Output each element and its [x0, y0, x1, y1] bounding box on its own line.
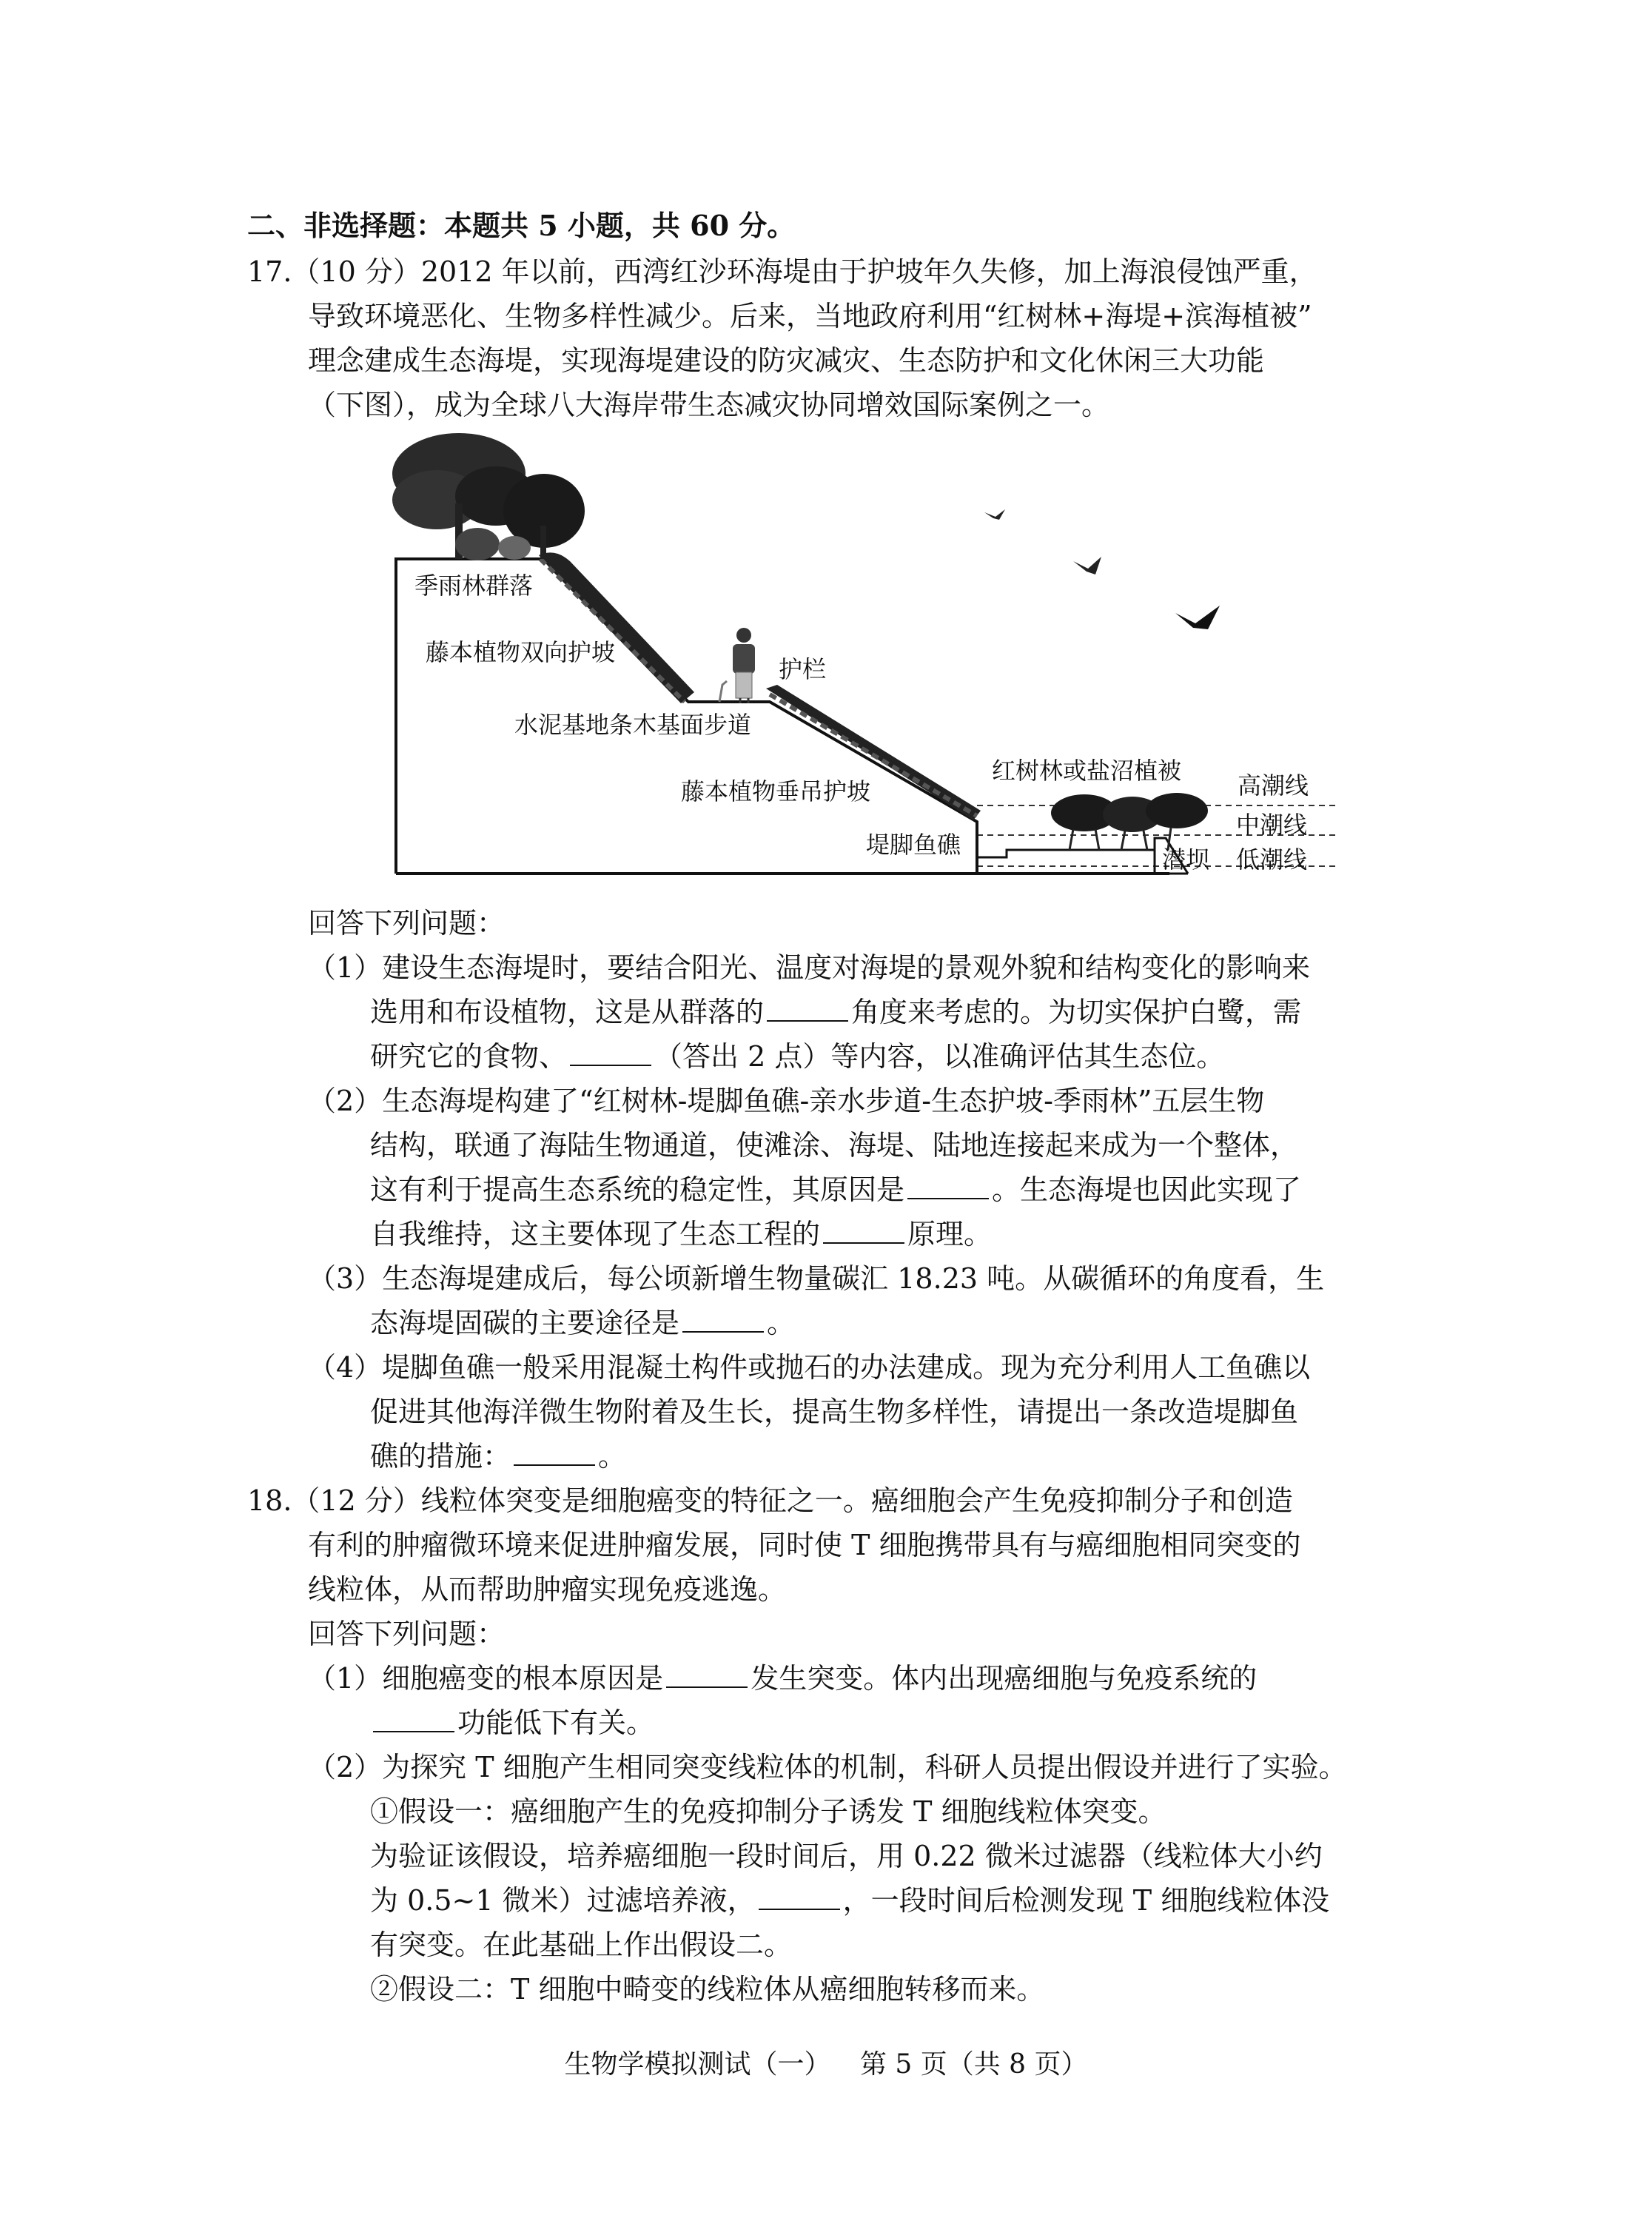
upper-vine-slope [539, 552, 694, 703]
q18-answer-prompt: 回答下列问题： [308, 1618, 506, 1650]
label-vine-two-way-slope: 藤本植物双向护坡 [426, 638, 616, 666]
label-guardrail: 护栏 [779, 655, 827, 683]
q17-p4-line-1: （4）堤脚鱼礁一般采用混凝土构件或抛石的办法建成。现为充分利用人工鱼礁以 [308, 1351, 1311, 1384]
q18-p2-line-1: （2）为探究 T 细胞产生相同突变线粒体的机制，科研人员提出假设并进行了实验。 [308, 1751, 1347, 1783]
bird-icons [984, 509, 1220, 629]
q18-p2-hypothesis-1: ①假设一：癌细胞产生的免疫抑制分子诱发 T 细胞线粒体突变。 [370, 1795, 1166, 1828]
answer-blank[interactable] [767, 995, 848, 1022]
q17-p3-line-1: （3）生态海堤建成后，每公顷新增生物量碳汇 18.23 吨。从碳循环的角度看，生 [308, 1262, 1325, 1295]
q17-p2-line-2: 结构，联通了海陆生物通道，使滩涂、海堤、陆地连接起来成为一个整体， [370, 1129, 1299, 1162]
answer-blank[interactable] [570, 1039, 651, 1066]
q18-p2-line-4: 为 0.5~1 微米）过滤培养液， ，一段时间后检测发现 T 细胞线粒体没 [370, 1884, 1330, 1917]
label-monsoon-forest: 季雨林群落 [414, 572, 534, 600]
label-walkway: 水泥基地条木基面步道 [514, 711, 752, 739]
q17-line-1: 17.（10 分）2012 年以前，西湾红沙环海堤由于护坡年久失修，加上海浪侵蚀严重， [247, 255, 1317, 288]
heron-icon [719, 681, 727, 702]
page-footer [0, 2043, 1652, 2081]
q17-p4-line-3: 礁的措施： 。 [370, 1440, 627, 1473]
q18-line-1: 18.（12 分）线粒体突变是细胞癌变的特征之一。癌细胞会产生免疫抑制分子和创造 [247, 1484, 1293, 1517]
q17-p4-line-2: 促进其他海洋微生物附着及生长，提高生物多样性，请提出一条改造堤脚鱼 [370, 1396, 1299, 1428]
q17-p1-line-1: （1）建设生态海堤时，要结合阳光、温度对海堤的景观外貌和结构变化的影响来 [308, 951, 1311, 984]
answer-blank[interactable] [514, 1439, 595, 1466]
q18-p2-hypothesis-2: ②假设二：T 细胞中畸变的线粒体从癌细胞转移而来。 [370, 1973, 1045, 2006]
section-title: 二、非选择题：本题共 5 小题，共 60 分。 [247, 209, 796, 242]
q17-line-4: （下图），成为全球八大海岸带生态减灾协同增效国际案例之一。 [308, 389, 1110, 421]
answer-blank[interactable] [373, 1706, 454, 1732]
q18-line-3: 线粒体，从而帮助肿瘤实现免疫逃逸。 [308, 1573, 787, 1606]
q17-p2-line-4: 自我维持，这主要体现了生态工程的 原理。 [370, 1218, 993, 1250]
footer-page-number: 第 5 页（共 8 页） [859, 2049, 1088, 2080]
q18-p2-line-3: 为验证该假设，培养癌细胞一段时间后，用 0.22 微米过滤器（线粒体大小约 [370, 1840, 1323, 1872]
label-low-tide: 低潮线 [1236, 845, 1308, 874]
label-high-tide: 高潮线 [1238, 771, 1309, 800]
q18-p1-line-1: （1）细胞癌变的根本原因是 发生突变。体内出现癌细胞与免疫系统的 [308, 1662, 1258, 1695]
answer-blank[interactable] [907, 1173, 989, 1199]
label-mid-tide: 中潮线 [1236, 811, 1308, 839]
reef-base [977, 850, 1155, 857]
q17-line-3: 理念建成生态海堤，实现海堤建设的防灾减灾、生态防护和文化休闲三大功能 [308, 344, 1265, 377]
answer-blank[interactable] [666, 1661, 748, 1688]
q18-line-2: 有利的肿瘤微环境来促进肿瘤发展，同时使 T 细胞携带具有与癌细胞相同突变的 [308, 1529, 1301, 1561]
q17-p2-line-3: 这有利于提高生态系统的稳定性，其原因是 。生态海堤也因此实现了 [370, 1173, 1302, 1206]
answer-blank[interactable] [823, 1217, 904, 1244]
label-toe-reef: 堤脚鱼礁 [866, 831, 961, 859]
label-vine-hanging-slope: 藤本植物垂吊护坡 [681, 777, 871, 805]
q17-p3-line-2: 态海堤固碳的主要途径是 。 [370, 1307, 796, 1339]
label-dam: 潜坝 [1162, 845, 1210, 874]
q17-p2-line-1: （2）生态海堤构建了“红树林-堤脚鱼礁-亲水步道-生态护坡-季雨林”五层生物 [308, 1085, 1265, 1117]
q18-p1-line-2: 功能低下有关。 [370, 1704, 654, 1741]
person-figure [733, 628, 755, 703]
seawall-figure [385, 429, 1421, 888]
monsoon-forest-trees [392, 433, 585, 560]
q17-p1-line-2: 选用和布设植物，这是从群落的 角度来考虑的。为切实保护白鹭，需 [370, 996, 1302, 1028]
answer-blank[interactable] [759, 1883, 840, 1910]
q17-p1-line-3: 研究它的食物、 （答出 2 点）等内容，以准确评估其生态位。 [370, 1040, 1225, 1073]
q17-line-2: 导致环境恶化、生物多样性减少。后来，当地政府利用“红树林+海堤+滨海植被” [308, 300, 1312, 332]
mangrove-trees [1051, 793, 1208, 850]
q18-p2-line-5: 有突变。在此基础上作出假设二。 [370, 1929, 793, 1961]
footer-title: 生物学模拟测试（一） [564, 2049, 831, 2080]
answer-blank[interactable] [682, 1306, 764, 1333]
label-mangrove: 红树林或盐沼植被 [992, 757, 1182, 785]
q17-answer-prompt: 回答下列问题： [308, 907, 506, 939]
